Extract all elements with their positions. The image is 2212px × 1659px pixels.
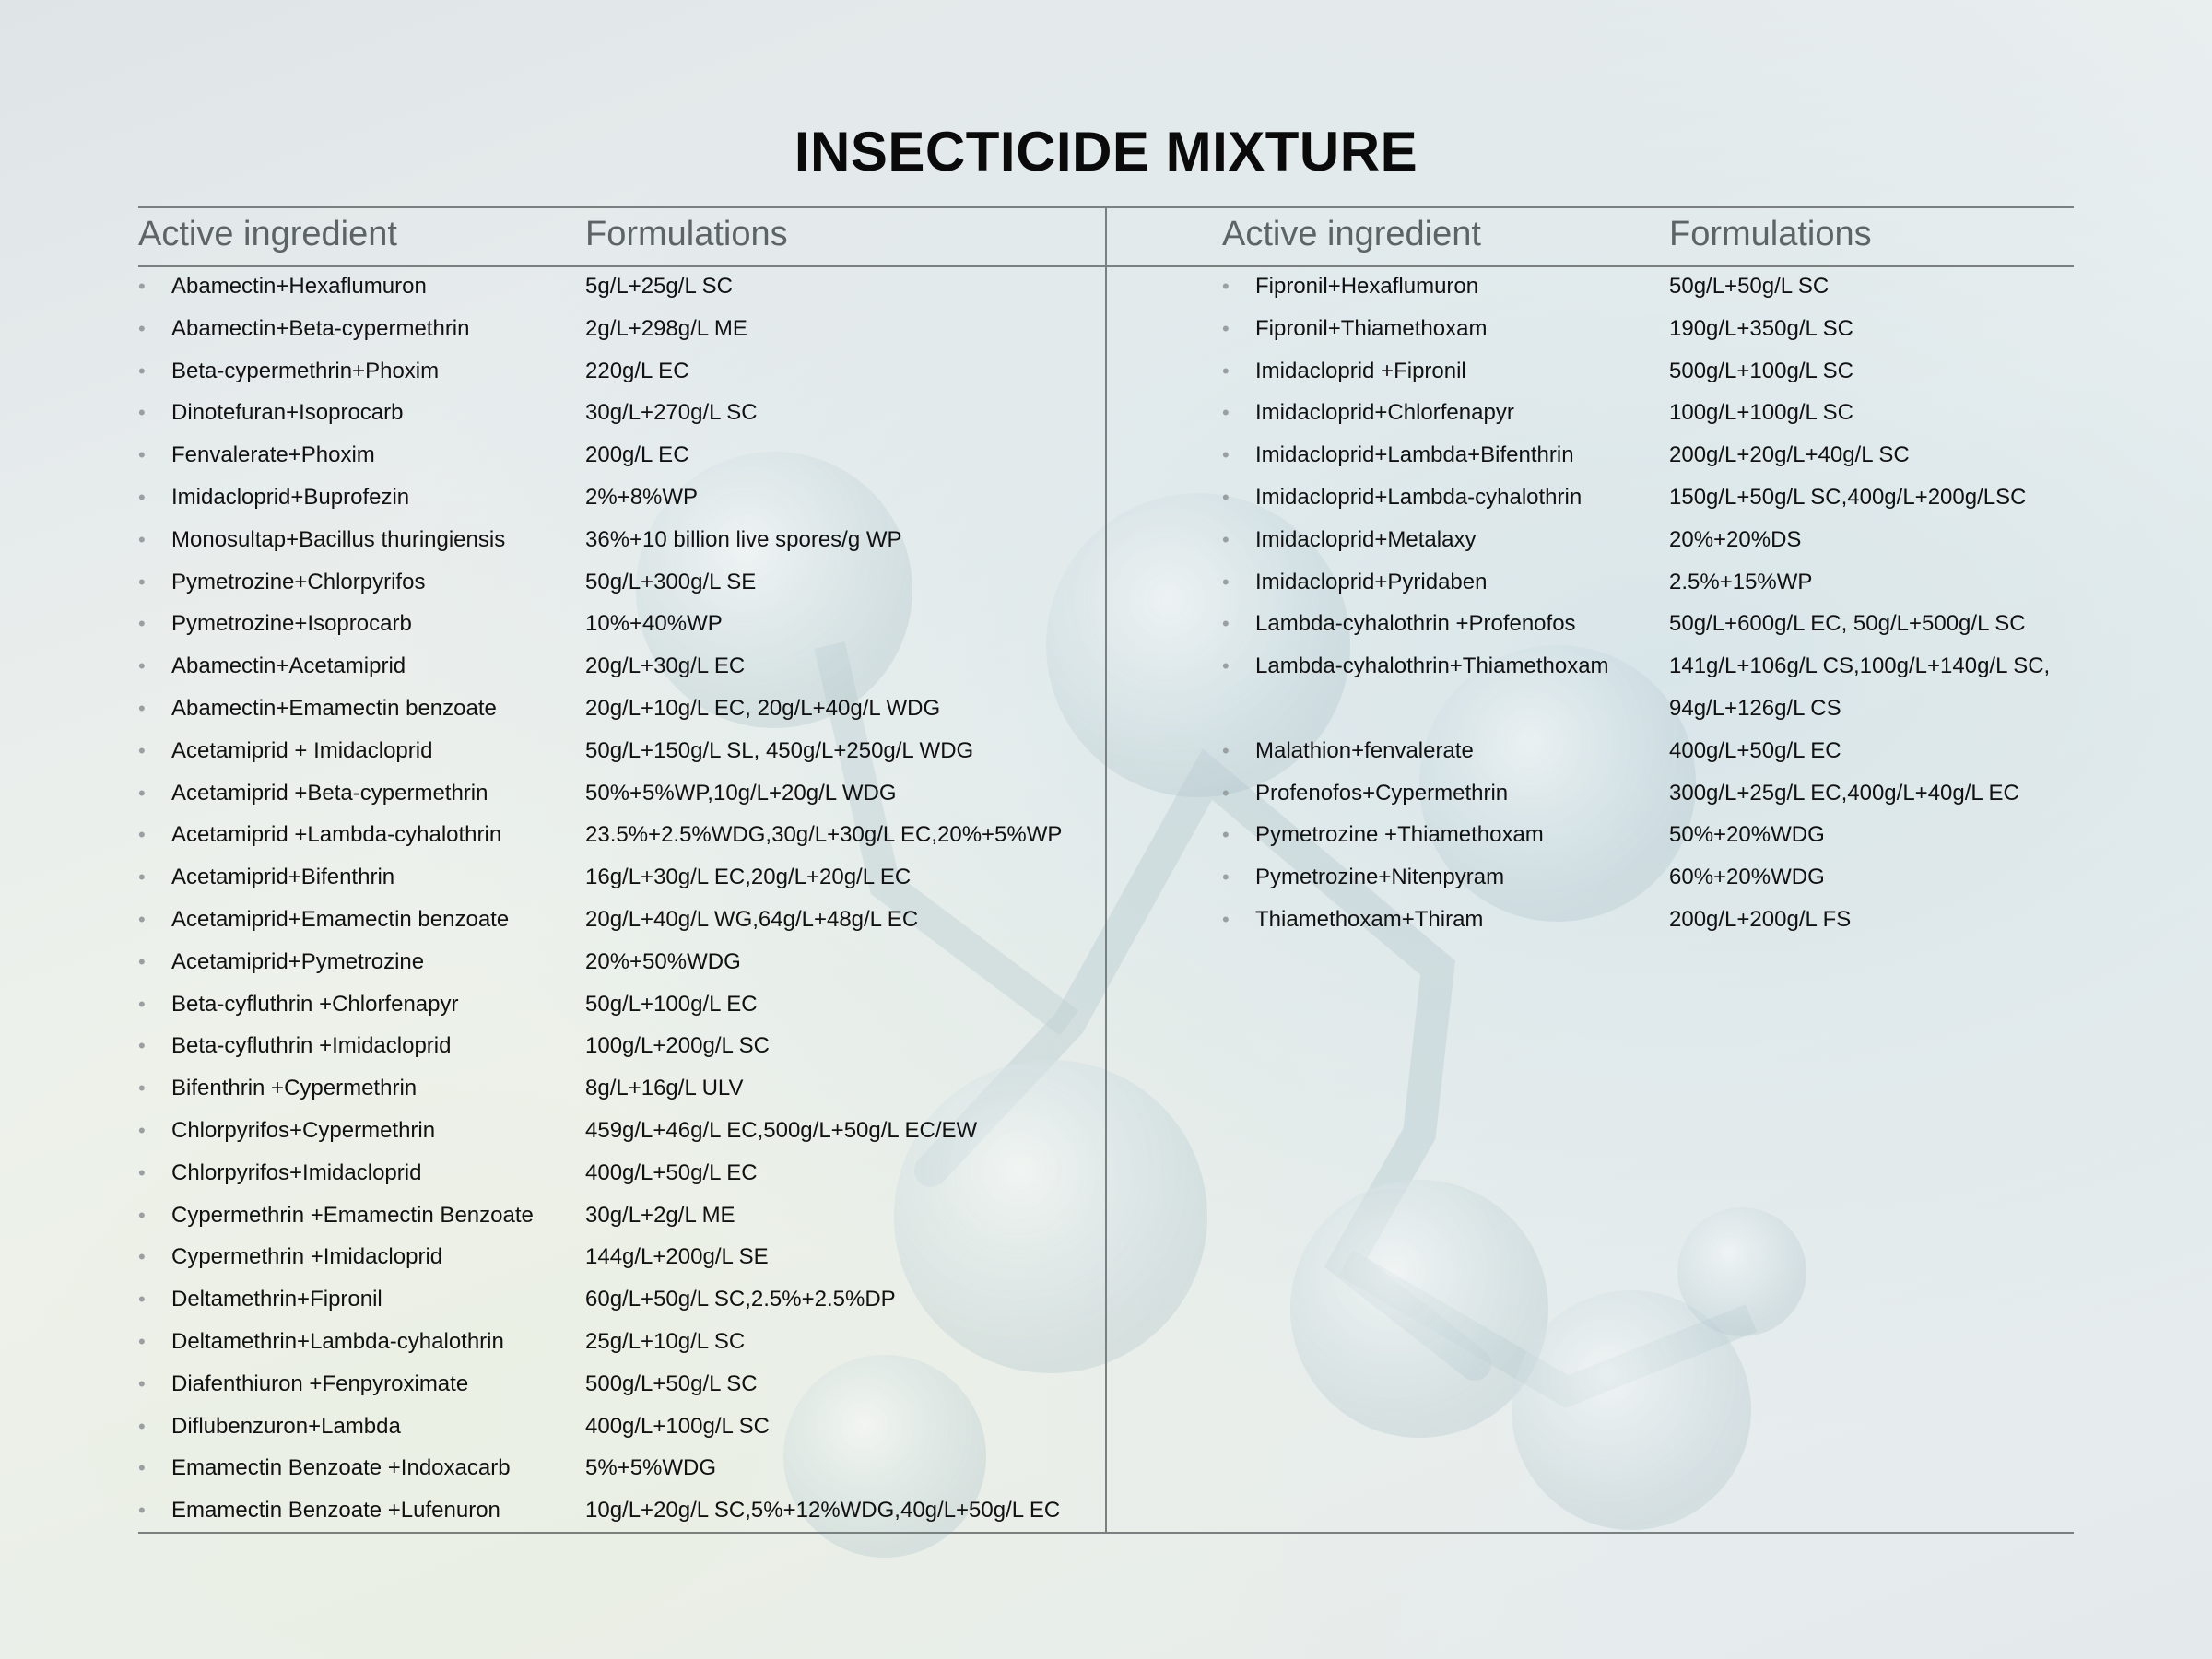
formulation: 200g/L+20g/L+40g/L SC xyxy=(1669,442,1910,468)
active-ingredient: Imidacloprid+Chlorfenapyr xyxy=(1255,400,1514,426)
bullet-icon: • xyxy=(1222,654,1230,678)
bullet-icon: • xyxy=(1222,401,1230,425)
formulation: 5g/L+25g/L SC xyxy=(585,274,733,299)
formulation: 30g/L+2g/L ME xyxy=(585,1202,735,1228)
active-ingredient: Acetamiprid+Bifenthrin xyxy=(171,865,395,890)
active-ingredient: Imidacloprid+Pyridaben xyxy=(1255,569,1488,594)
formulation: 400g/L+100g/L SC xyxy=(585,1413,770,1439)
active-ingredient: Imidacloprid+Lambda+Bifenthrin xyxy=(1255,442,1574,468)
formulation: 400g/L+50g/L EC xyxy=(1669,737,1841,763)
formulation: 20%+20%DS xyxy=(1669,526,1802,552)
page-title: INSECTICIDE MIXTURE xyxy=(794,121,1418,182)
formulation: 100g/L+200g/L SC xyxy=(585,1033,770,1059)
formulation: 50%+20%WDG xyxy=(1669,822,1825,848)
formulation: 2.5%+15%WP xyxy=(1669,569,1813,594)
active-ingredient: Abamectin+Emamectin benzoate xyxy=(171,695,497,721)
active-ingredient: Deltamethrin+Fipronil xyxy=(171,1287,382,1312)
formulation: 459g/L+46g/L EC,500g/L+50g/L EC/EW xyxy=(585,1117,978,1143)
formulation: 144g/L+200g/L SE xyxy=(585,1244,769,1270)
active-ingredient: Imidacloprid+Metalaxy xyxy=(1255,526,1477,552)
bullet-icon: • xyxy=(138,1288,146,1312)
formulation: 500g/L+100g/L SC xyxy=(1669,358,1853,383)
bullet-icon: • xyxy=(138,654,146,678)
active-ingredient: Diflubenzuron+Lambda xyxy=(171,1413,401,1439)
active-ingredient: Malathion+fenvalerate xyxy=(1255,737,1474,763)
active-ingredient: Diafenthiuron +Fenpyroximate xyxy=(171,1371,469,1396)
formulation: 200g/L EC xyxy=(585,442,689,468)
bullet-icon: • xyxy=(138,992,146,1016)
active-ingredient: Abamectin+Beta-cypermethrin xyxy=(171,315,470,341)
formulation: 23.5%+2.5%WDG,30g/L+30g/L EC,20%+5%WP xyxy=(585,822,1063,848)
formulation: 50g/L+100g/L EC xyxy=(585,991,758,1017)
bullet-icon: • xyxy=(138,1160,146,1184)
bullet-icon: • xyxy=(1222,316,1230,340)
active-ingredient: Abamectin+Acetamiprid xyxy=(171,653,406,679)
active-ingredient: Chlorpyrifos+Cypermethrin xyxy=(171,1117,436,1143)
formulation: 50g/L+150g/L SL, 450g/L+250g/L WDG xyxy=(585,737,974,763)
active-ingredient: Profenofos+Cypermethrin xyxy=(1255,780,1509,806)
active-ingredient: Fipronil+Thiamethoxam xyxy=(1255,315,1488,341)
active-ingredient: Cypermethrin +Imidacloprid xyxy=(171,1244,443,1270)
active-ingredient: Pymetrozine+Chlorpyrifos xyxy=(171,569,426,594)
formulation: 8g/L+16g/L ULV xyxy=(585,1076,744,1101)
bullet-icon: • xyxy=(138,1499,146,1523)
bullet-icon: • xyxy=(138,781,146,805)
formulation: 20%+50%WDG xyxy=(585,948,741,974)
bullet-icon: • xyxy=(138,738,146,762)
active-ingredient: Emamectin Benzoate +Indoxacarb xyxy=(171,1455,511,1481)
bullet-icon: • xyxy=(138,359,146,382)
bullet-icon: • xyxy=(138,401,146,425)
column-divider xyxy=(1105,208,1107,1534)
bullet-icon: • xyxy=(138,1118,146,1142)
active-ingredient: Acetamiprid+Emamectin benzoate xyxy=(171,906,510,932)
bullet-icon: • xyxy=(138,907,146,931)
bullet-icon: • xyxy=(1222,865,1230,889)
bullet-icon: • xyxy=(138,1034,146,1058)
formulation: 2%+8%WP xyxy=(585,484,699,510)
active-ingredient: Pymetrozine+Nitenpyram xyxy=(1255,865,1505,890)
formulation: 500g/L+50g/L SC xyxy=(585,1371,758,1396)
bullet-icon: • xyxy=(1222,612,1230,636)
bullet-icon: • xyxy=(1222,359,1230,382)
active-ingredient: Imidacloprid+Buprofezin xyxy=(171,484,410,510)
active-ingredient: Acetamiprid + Imidacloprid xyxy=(171,737,433,763)
formulation: 100g/L+100g/L SC xyxy=(1669,400,1853,426)
left-header-formulation: Formulations xyxy=(585,215,788,253)
formulation: 60%+20%WDG xyxy=(1669,865,1825,890)
active-ingredient: Acetamiprid+Pymetrozine xyxy=(171,948,425,974)
bullet-icon: • xyxy=(1222,275,1230,298)
bullet-icon: • xyxy=(1222,485,1230,509)
bullet-icon: • xyxy=(138,1456,146,1480)
bullet-icon: • xyxy=(1222,738,1230,762)
formulation: 141g/L+106g/L CS,100g/L+140g/L SC, xyxy=(1669,653,2051,679)
active-ingredient: Deltamethrin+Lambda-cyhalothrin xyxy=(171,1328,504,1354)
formulation: 36%+10 billion live spores/g WP xyxy=(585,526,902,552)
active-ingredient: Pymetrozine+Isoprocarb xyxy=(171,611,412,637)
formulation: 50g/L+50g/L SC xyxy=(1669,274,1830,299)
formulation: 50%+5%WP,10g/L+20g/L WDG xyxy=(585,780,897,806)
right-header-formulation: Formulations xyxy=(1669,215,1872,253)
active-ingredient: Fenvalerate+Phoxim xyxy=(171,442,375,468)
bullet-icon: • xyxy=(138,1371,146,1395)
bullet-icon: • xyxy=(138,570,146,594)
bullet-icon: • xyxy=(138,696,146,720)
formulation: 94g/L+126g/L CS xyxy=(1669,695,1841,721)
active-ingredient: Fipronil+Hexaflumuron xyxy=(1255,274,1479,299)
bullet-icon: • xyxy=(138,865,146,889)
active-ingredient: Imidacloprid+Lambda-cyhalothrin xyxy=(1255,484,1583,510)
formulation: 400g/L+50g/L EC xyxy=(585,1159,758,1185)
active-ingredient: Chlorpyrifos+Imidacloprid xyxy=(171,1159,422,1185)
formulation: 2g/L+298g/L ME xyxy=(585,315,747,341)
active-ingredient: Pymetrozine +Thiamethoxam xyxy=(1255,822,1544,848)
formulation: 190g/L+350g/L SC xyxy=(1669,315,1853,341)
active-ingredient: Dinotefuran+Isoprocarb xyxy=(171,400,404,426)
formulation: 10g/L+20g/L SC,5%+12%WDG,40g/L+50g/L EC xyxy=(585,1498,1061,1524)
active-ingredient: Acetamiprid +Beta-cypermethrin xyxy=(171,780,488,806)
left-header-ingredient: Active ingredient xyxy=(138,215,397,253)
active-ingredient: Abamectin+Hexaflumuron xyxy=(171,274,427,299)
formulation: 150g/L+50g/L SC,400g/L+200g/LSC xyxy=(1669,484,2027,510)
bullet-icon: • xyxy=(1222,823,1230,847)
formulation: 300g/L+25g/L EC,400g/L+40g/L EC xyxy=(1669,780,2019,806)
active-ingredient: Beta-cyfluthrin +Imidacloprid xyxy=(171,1033,452,1059)
bullet-icon: • xyxy=(1222,527,1230,551)
formulation: 20g/L+40g/L WG,64g/L+48g/L EC xyxy=(585,906,919,932)
bullet-icon: • xyxy=(138,1329,146,1353)
formulation: 50g/L+300g/L SE xyxy=(585,569,757,594)
bullet-icon: • xyxy=(138,485,146,509)
bullet-icon: • xyxy=(138,275,146,298)
formulation: 50g/L+600g/L EC, 50g/L+500g/L SC xyxy=(1669,611,2026,637)
active-ingredient: Acetamiprid +Lambda-cyhalothrin xyxy=(171,822,502,848)
active-ingredient: Lambda-cyhalothrin +Profenofos xyxy=(1255,611,1576,637)
bullet-icon: • xyxy=(1222,443,1230,467)
active-ingredient: Beta-cyfluthrin +Chlorfenapyr xyxy=(171,991,459,1017)
formulation: 10%+40%WP xyxy=(585,611,723,637)
active-ingredient: Cypermethrin +Emamectin Benzoate xyxy=(171,1202,534,1228)
active-ingredient: Lambda-cyhalothrin+Thiamethoxam xyxy=(1255,653,1609,679)
active-ingredient: Beta-cypermethrin+Phoxim xyxy=(171,358,440,383)
right-header-ingredient: Active ingredient xyxy=(1222,215,1481,253)
active-ingredient: Bifenthrin +Cypermethrin xyxy=(171,1076,418,1101)
bullet-icon: • xyxy=(138,443,146,467)
formulation: 30g/L+270g/L SC xyxy=(585,400,758,426)
bullet-icon: • xyxy=(138,316,146,340)
formulation: 60g/L+50g/L SC,2.5%+2.5%DP xyxy=(585,1287,896,1312)
bullet-icon: • xyxy=(1222,781,1230,805)
active-ingredient: Thiamethoxam+Thiram xyxy=(1255,906,1484,932)
bullet-icon: • xyxy=(138,1203,146,1227)
formulation: 200g/L+200g/L FS xyxy=(1669,906,1852,932)
formulation: 20g/L+30g/L EC xyxy=(585,653,746,679)
bullet-icon: • xyxy=(138,949,146,973)
bullet-icon: • xyxy=(1222,570,1230,594)
bullet-icon: • xyxy=(1222,907,1230,931)
active-ingredient: Imidacloprid +Fipronil xyxy=(1255,358,1466,383)
active-ingredient: Monosultap+Bacillus thuringiensis xyxy=(171,526,506,552)
formulation: 16g/L+30g/L EC,20g/L+20g/L EC xyxy=(585,865,912,890)
formulation: 220g/L EC xyxy=(585,358,689,383)
bullet-icon: • xyxy=(138,527,146,551)
bullet-icon: • xyxy=(138,823,146,847)
bullet-icon: • xyxy=(138,1414,146,1438)
formulation: 20g/L+10g/L EC, 20g/L+40g/L WDG xyxy=(585,695,941,721)
formulation: 25g/L+10g/L SC xyxy=(585,1328,746,1354)
bullet-icon: • xyxy=(138,1077,146,1100)
bullet-icon: • xyxy=(138,612,146,636)
formulation: 5%+5%WDG xyxy=(585,1455,717,1481)
bullet-icon: • xyxy=(138,1245,146,1269)
active-ingredient: Emamectin Benzoate +Lufenuron xyxy=(171,1498,500,1524)
